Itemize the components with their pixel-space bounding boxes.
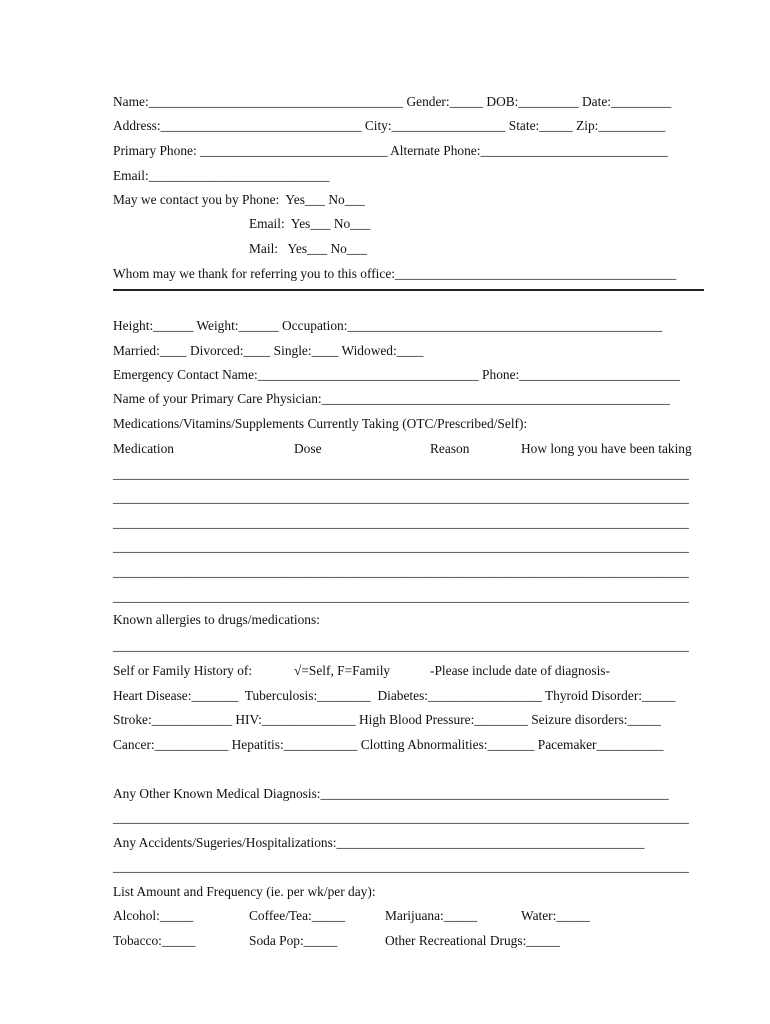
history-row-heart-tb-diabetes-thyroid[interactable]: Heart Disease:_______ Tuberculosis:________ Diabetes:_________________ Thyroid Disorder:_____ (113, 688, 676, 703)
primary-physician-line[interactable]: Name of your Primary Care Physician:____________________________________________________ (113, 391, 670, 406)
column-header-reason: Reason (430, 441, 470, 456)
allergies-entry-line[interactable]: ______________________________________________________________________________________ (113, 638, 689, 653)
medication-entry-line[interactable]: ______________________________________________________________________________________ (113, 515, 689, 530)
height-weight-occupation-line[interactable]: Height:______ Weight:______ Occupation:_______________________________________________ (113, 318, 663, 333)
soda-pop-field[interactable]: Soda Pop:_____ (249, 933, 338, 948)
other-diagnosis-entry-line[interactable]: ______________________________________________________________________________________ (113, 810, 689, 825)
accidents-line[interactable]: Any Accidents/Sugeries/Hospitalizations:______________________________________________ (113, 835, 645, 850)
marijuana-field[interactable]: Marijuana:_____ (385, 908, 478, 923)
history-legend: √=Self, F=Family (294, 663, 391, 678)
other-diagnosis-line[interactable]: Any Other Known Medical Diagnosis:____________________________________________________ (113, 786, 669, 801)
accidents-entry-line[interactable]: ______________________________________________________________________________________ (113, 859, 689, 874)
tobacco-field[interactable]: Tobacco:_____ (113, 933, 196, 948)
history-heading: Self or Family History of: (113, 663, 253, 678)
section-divider (113, 289, 704, 291)
column-header-medication: Medication (113, 441, 174, 456)
referral-line[interactable]: Whom may we thank for referring you to this office:__________________________________________ (113, 266, 677, 281)
lifestyle-heading: List Amount and Frequency (ie. per wk/per day): (113, 884, 376, 899)
alcohol-field[interactable]: Alcohol:_____ (113, 908, 194, 923)
medication-entry-line[interactable]: ______________________________________________________________________________________ (113, 466, 689, 481)
column-header-dose: Dose (294, 441, 322, 456)
column-header-duration: How long you have been taking (521, 441, 692, 456)
medication-entry-line[interactable]: ______________________________________________________________________________________ (113, 564, 689, 579)
address-city-state-zip-line[interactable]: Address:______________________________ City:_________________ State:_____ Zip:__________ (113, 118, 666, 133)
name-gender-dob-date-line[interactable]: Name:______________________________________ Gender:_____ DOB:_________ Date:_________ (113, 94, 672, 109)
history-date-note: -Please include date of diagnosis- (430, 663, 610, 678)
medication-entry-line[interactable]: ______________________________________________________________________________________ (113, 539, 689, 554)
water-field[interactable]: Water:_____ (521, 908, 590, 923)
history-row-cancer-hepatitis-clotting-pacemaker[interactable]: Cancer:___________ Hepatitis:___________ Clotting Abnormalities:_______ Pacemaker__________ (113, 737, 664, 752)
other-recreational-drugs-field[interactable]: Other Recreational Drugs:_____ (385, 933, 560, 948)
emergency-contact-line[interactable]: Emergency Contact Name:_________________________________ Phone:________________________ (113, 367, 680, 382)
phone-line[interactable]: Primary Phone: ____________________________ Alternate Phone:____________________________ (113, 143, 668, 158)
medications-heading: Medications/Vitamins/Supplements Currently Taking (OTC/Prescribed/Self): (113, 416, 528, 431)
marital-status-line[interactable]: Married:____ Divorced:____ Single:____ Widowed:____ (113, 343, 424, 358)
medication-entry-line[interactable]: ______________________________________________________________________________________ (113, 589, 689, 604)
contact-by-email-line[interactable]: Email: Yes___ No___ (249, 216, 371, 231)
contact-by-mail-line[interactable]: Mail: Yes___ No___ (249, 241, 367, 256)
allergies-label: Known allergies to drugs/medications: (113, 612, 320, 627)
contact-by-phone-line[interactable]: May we contact you by Phone: Yes___ No___ (113, 192, 365, 207)
history-row-stroke-hiv-bp-seizure[interactable]: Stroke:____________ HIV:______________ High Blood Pressure:________ Seizure disorders:_____ (113, 712, 661, 727)
email-line[interactable]: Email:___________________________ (113, 168, 330, 183)
medication-entry-line[interactable]: ______________________________________________________________________________________ (113, 490, 689, 505)
coffee-tea-field[interactable]: Coffee/Tea:_____ (249, 908, 346, 923)
